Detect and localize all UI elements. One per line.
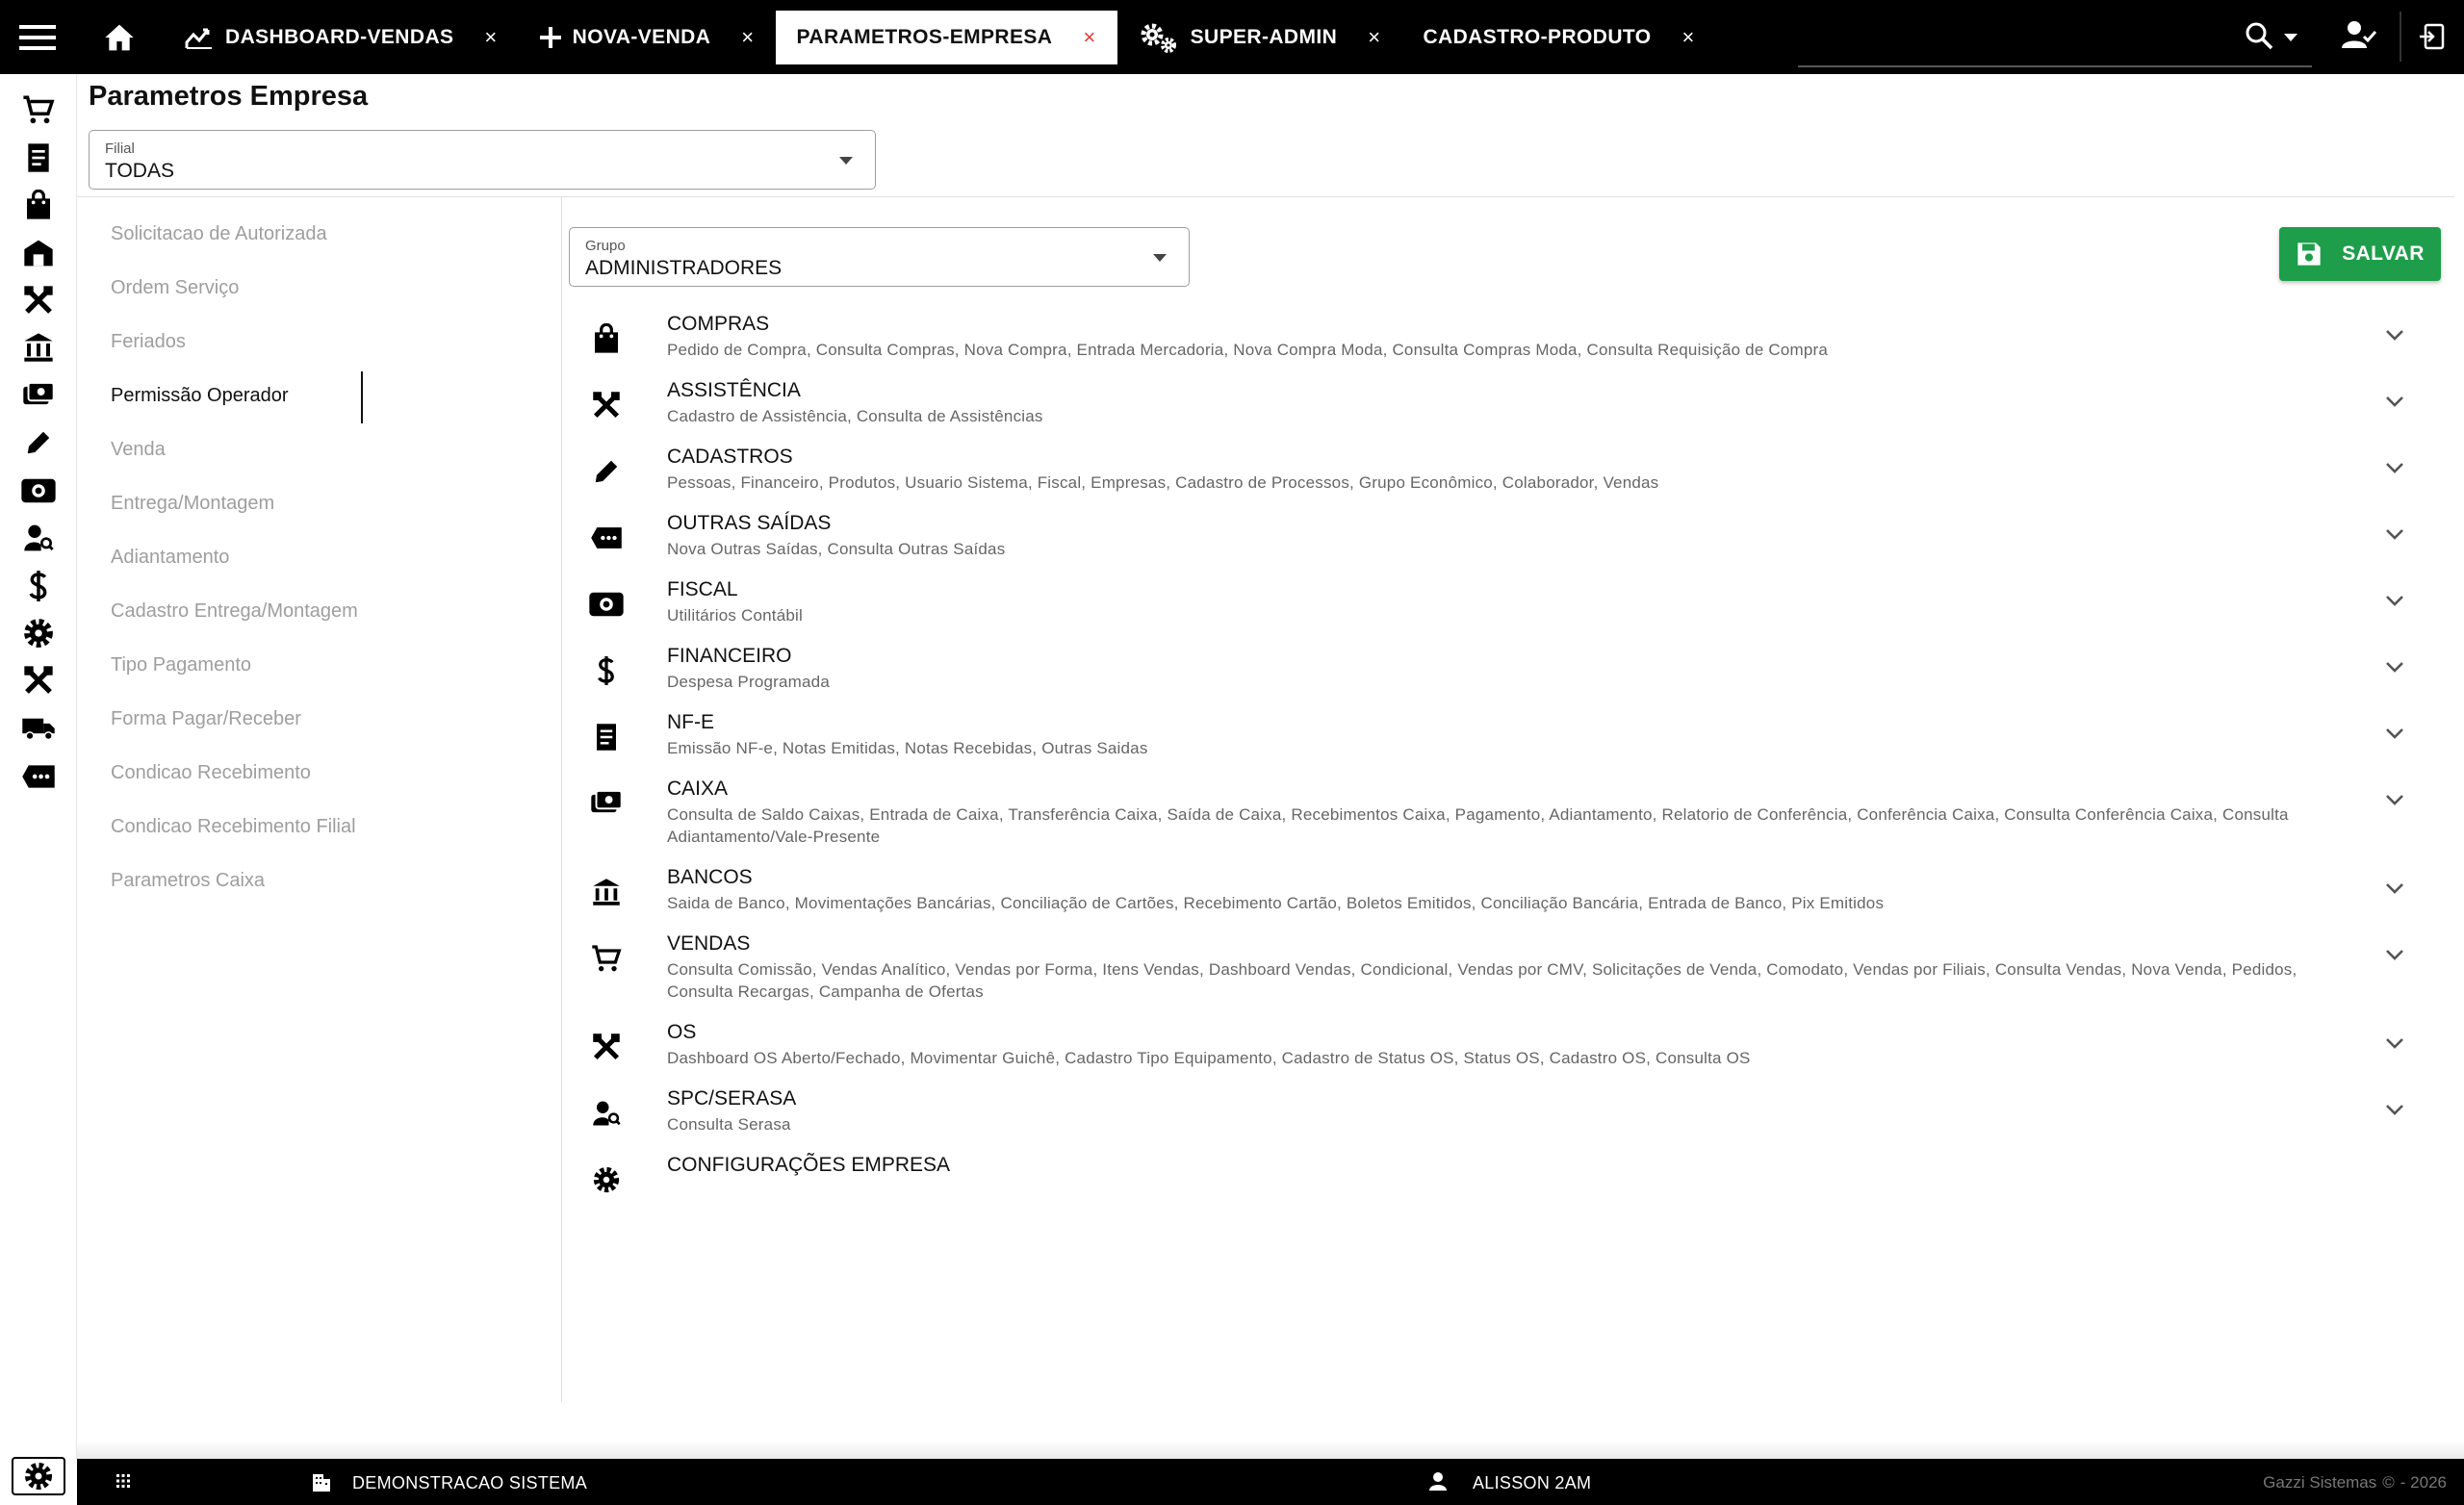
save-button[interactable] [2279,227,2441,281]
permission-bancos[interactable] [568,857,2445,924]
chevron-down-icon[interactable] [2283,33,2298,42]
permission-desc: Pedido de Compra, Consulta Compras, Nova Compra, Entrada Mercadoria, Nova Compra Moda, Consulta Compras Moda, Consulta Requisição de Compra [667,341,1829,359]
list-item[interactable]: Feriados [111,331,186,352]
permission-desc: Despesa Programada [667,673,830,691]
permission-title: VENDAS [667,932,751,955]
list-item[interactable]: Adiantamento [111,547,230,568]
company-name: DEMONSTRACAO SISTEMA [352,1473,588,1492]
tools-icon[interactable] [19,661,58,700]
chevron-down-icon[interactable] [2385,395,2404,407]
permission-cadastros[interactable] [568,437,2445,503]
register-icon [587,784,626,823]
save-icon [2296,241,2323,268]
permission-title: COMPRAS [667,313,770,335]
tools-icon[interactable] [19,281,58,319]
list-item[interactable]: Ordem Serviço [111,277,240,298]
tab-label: DASHBOARD-VENDAS [225,25,454,48]
close-icon[interactable]: × [741,24,755,49]
permissions-list [568,304,2445,1276]
permission-desc: Saida de Banco, Movimentações Bancárias, Conciliação de Cartões, Recebimento Cartão, Boletos Emitidos, Conciliação Bancária, Entrada de Banco, Pix Emitidos [667,894,1885,912]
permission-title: BANCOS [667,866,753,888]
menu-icon[interactable] [0,0,75,74]
list-item[interactable]: Cadastro Entrega/Montagem [111,600,358,622]
pencil-icon[interactable] [19,423,58,462]
permission-title: CADASTROS [667,446,793,468]
tab-label: NOVA-VENDA [572,25,711,48]
tab-dashboard-vendas[interactable] [164,11,519,64]
settings-button[interactable] [12,1457,65,1495]
bank-icon [587,873,626,911]
plus-icon [540,27,561,48]
permission-title: FISCAL [667,578,738,600]
copyright-icon: © [2382,1473,2395,1492]
permission-assistencia[interactable] [568,370,2445,437]
list-item[interactable]: Forma Pagar/Receber [111,708,301,729]
permission-desc: Nova Outras Saídas, Consulta Outras Saídas [667,540,1006,558]
company-icon [312,1471,331,1492]
chevron-down-icon[interactable] [2385,595,2404,606]
bank-icon[interactable] [19,328,58,367]
register-icon[interactable] [19,376,58,415]
receipt-icon [587,718,626,756]
money-icon [587,585,626,624]
tab-super-admin[interactable] [1117,11,1402,64]
brand-footer [2263,1473,2447,1492]
permission-nfe[interactable] [568,702,2445,769]
permission-desc: Consulta de Saldo Caixas, Entrada de Caixa, Transferência Caixa, Saída de Caixa, Recebimentos Caixa, Pagamento, Adiantamento, Relatorio de Conferência, Conferência Caixa, Consulta Conferência Caixa, Consulta Adiantamento/Vale-Presente [667,805,2289,846]
chevron-down-icon[interactable] [2385,949,2404,960]
filial-select[interactable] [89,130,876,190]
chevron-down-icon[interactable] [2385,661,2404,673]
permission-title: FINANCEIRO [667,645,792,667]
tab-label: CADASTRO-PRODUTO [1423,25,1652,48]
parameters-list [77,197,562,1402]
side-rail [0,74,77,1460]
search-icon[interactable] [2245,21,2273,50]
permission-caixa[interactable] [568,769,2445,857]
list-item[interactable]: Parametros Caixa [111,870,266,891]
chevron-down-icon[interactable] [2385,1037,2404,1049]
gears-icon [1139,21,1179,54]
gear-icon[interactable] [19,614,58,652]
cart-icon [587,939,626,978]
chevron-down-icon[interactable] [2385,794,2404,805]
close-icon[interactable]: × [1083,24,1096,49]
permission-title: ASSISTÊNCIA [667,379,801,401]
list-item[interactable]: Solicitacao de Autorizada [111,223,327,244]
permission-title: SPC/SERASA [667,1087,797,1110]
tools-icon [587,386,626,424]
list-item[interactable]: Tipo Pagamento [111,654,252,676]
user-icon [1428,1471,1448,1491]
permission-title: CONFIGURAÇÕES EMPRESA [667,1154,951,1176]
chevron-down-icon[interactable] [2385,1104,2404,1115]
permission-desc: Pessoas, Financeiro, Produtos, Usuario Sistema, Fiscal, Empresas, Cadastro de Processos, Grupo Econômico, Colaborador, Vendas [667,473,1659,492]
permission-title: CAIXA [667,778,729,800]
permission-desc: Cadastro de Assistência, Consulta de Assistências [667,407,1043,425]
store-icon[interactable] [19,234,58,272]
permission-os[interactable] [568,1012,2445,1079]
permission-fiscal[interactable] [568,570,2445,636]
dollar-icon [587,651,626,690]
tab-strip [164,0,1716,74]
money-icon[interactable] [19,472,58,510]
chevron-down-icon[interactable] [2385,329,2404,341]
permission-desc: Utilitários Contábil [667,606,803,625]
permission-desc: Consulta Serasa [667,1115,791,1134]
filial-value: TODAS [105,160,174,182]
close-icon[interactable]: × [1681,24,1695,49]
close-icon[interactable]: × [484,24,498,49]
bag-icon [587,319,626,358]
chart-icon [185,25,214,50]
gear-icon [587,1161,626,1199]
permission-vendas[interactable] [568,924,2445,1012]
close-icon[interactable]: × [1368,24,1381,49]
permission-spc-serasa[interactable] [568,1079,2445,1145]
grupo-value: ADMINISTRADORES [585,257,783,279]
cart-icon[interactable] [19,90,58,129]
receipt-icon[interactable] [19,139,58,177]
chevron-down-icon[interactable] [2385,727,2404,739]
list-item-active[interactable]: Permissão Operador [111,385,289,406]
list-item[interactable]: Condicao Recebimento [111,762,311,783]
permission-financeiro[interactable] [568,636,2445,702]
tab-label: SUPER-ADMIN [1190,25,1338,48]
permission-configuracoes-empresa[interactable] [568,1145,2445,1189]
list-item[interactable]: Entrega/Montagem [111,493,275,514]
permission-compras[interactable] [568,304,2445,370]
ticket-icon[interactable] [19,757,58,796]
filial-label: Filial [105,140,135,157]
tab-parametros-empresa[interactable] [776,11,1117,64]
ticket-icon [587,519,626,557]
bag-icon[interactable] [19,186,58,224]
tab-label: PARAMETROS-EMPRESA [796,25,1053,48]
tab-nova-venda[interactable] [519,11,776,64]
brand-name: Gazzi Sistemas [2263,1473,2377,1492]
list-item[interactable]: Venda [111,439,166,460]
exit-icon[interactable] [2418,23,2445,50]
text-cursor [361,371,363,423]
pencil-icon [587,452,626,491]
chevron-down-icon [838,156,854,166]
user-name: ALISSON 2AM [1473,1473,1592,1492]
grupo-select[interactable] [569,227,1190,287]
list-item[interactable]: Condicao Recebimento Filial [111,816,356,837]
gear-icon [23,1461,54,1492]
permission-desc: Dashboard OS Aberto/Fechado, Movimentar Guichê, Cadastro Tipo Equipamento, Cadastro de Status OS, Status OS, Cadastro OS, Consulta OS [667,1049,1751,1067]
home-icon[interactable] [75,0,164,74]
toolbar-divider [2400,12,2401,62]
truck-icon[interactable] [19,709,58,748]
chevron-down-icon[interactable] [2385,462,2404,473]
dollar-icon[interactable] [19,567,58,605]
person-search-icon[interactable] [19,519,58,557]
top-bar [0,0,2464,74]
footer [77,1459,2464,1505]
tools-icon [587,1028,626,1066]
permission-desc: Emissão NF-e, Notas Emitidas, Notas Recebidas, Outras Saidas [667,739,1148,757]
grupo-label: Grupo [585,238,626,254]
search-field[interactable] [1798,0,2312,67]
apps-icon[interactable] [116,1473,131,1489]
person-search-icon [587,1094,626,1133]
page-title: Parametros Empresa [89,81,369,112]
permission-title: NF-E [667,711,714,733]
permission-title: OUTRAS SAÍDAS [667,512,832,534]
save-label: SALVAR [2342,242,2425,265]
tab-cadastro-produto[interactable] [1401,11,1715,64]
chevron-down-icon[interactable] [2385,528,2404,540]
user-check-icon[interactable] [2341,17,2377,54]
footer-shadow [77,1441,2464,1459]
permission-outras-saidas[interactable] [568,503,2445,570]
permission-desc: Consulta Comissão, Vendas Analítico, Vendas por Forma, Itens Vendas, Dashboard Vendas, Condicional, Vendas por CMV, Solicitações de Venda, Comodato, Vendas por Filiais, Consulta Vendas, Nova Venda, Pedidos, Consulta Recargas, Campanha de Ofertas [667,960,2297,1001]
brand-year: - 2026 [2400,1473,2447,1492]
permission-title: OS [667,1021,697,1043]
chevron-down-icon [1152,253,1168,263]
chevron-down-icon[interactable] [2385,882,2404,894]
